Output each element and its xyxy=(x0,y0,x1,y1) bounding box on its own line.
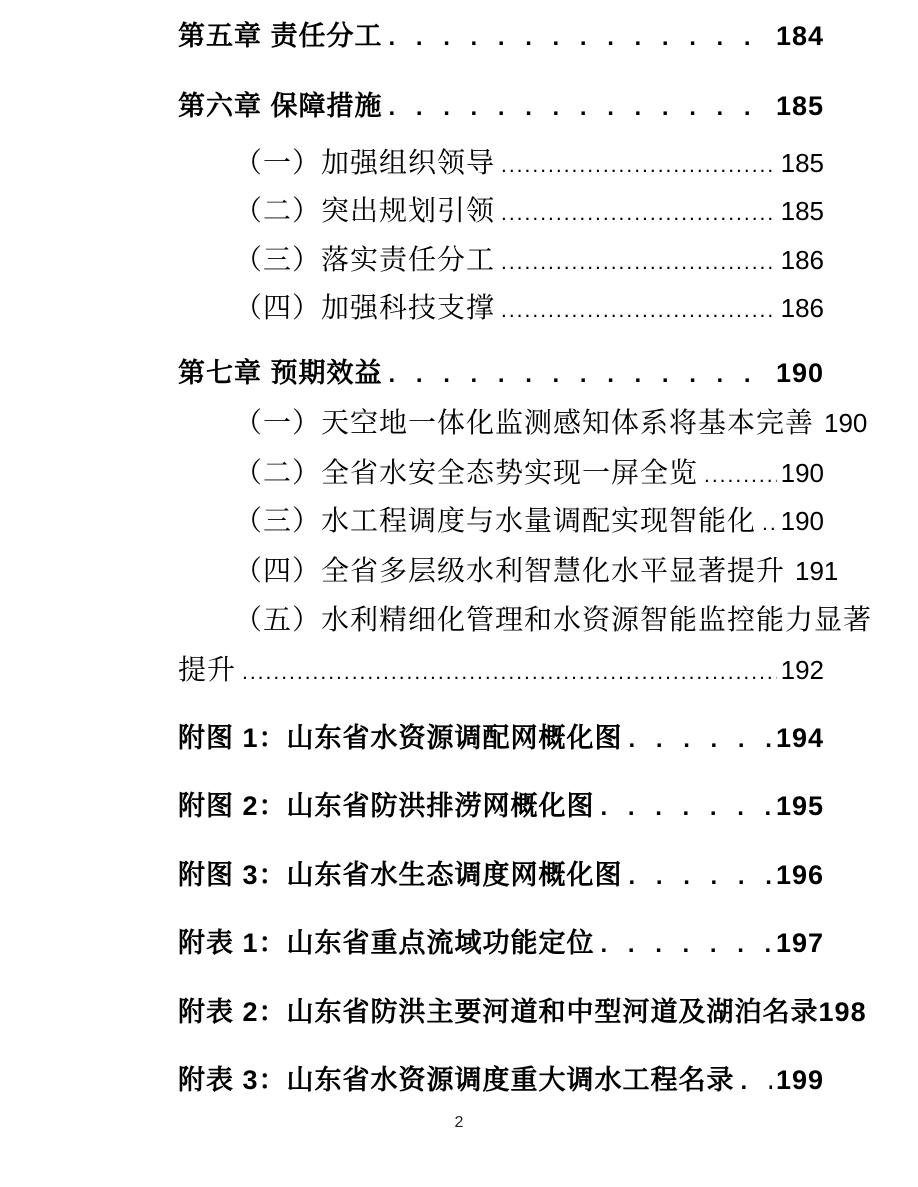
toc-entry-title: 第五章 责任分工 xyxy=(178,21,383,51)
toc-entry-table-2[interactable] xyxy=(178,990,867,1029)
toc-entry-section[interactable] xyxy=(178,401,868,441)
toc-entry-page-number: 185 xyxy=(780,196,824,226)
toc-entry-title: 附图 1：山东省水资源调配网概化图 xyxy=(178,723,623,753)
toc-entry-title: （三）水工程调度与水量调配实现智能化 xyxy=(234,506,757,537)
toc-entry-table-3[interactable] xyxy=(178,1058,824,1097)
toc-entry-title: 附表 3：山东省水资源调度重大调水工程名录 xyxy=(178,1065,735,1095)
toc-entry-page-number: 190 xyxy=(775,358,824,388)
toc-entry-title: 第六章 保障措施 xyxy=(178,91,383,121)
toc-entry-title: 附表 1：山东省重点流域功能定位 xyxy=(178,928,595,958)
dot-leader xyxy=(762,512,777,536)
toc-entry-title: 附表 2：山东省防洪主要河道和中型河道及湖泊名录 xyxy=(178,997,819,1027)
dot-leader xyxy=(501,299,777,323)
toc-entry-title: （三）落实责任分工 xyxy=(234,245,496,276)
dot-leader xyxy=(704,464,777,488)
dot-leader xyxy=(629,726,772,754)
toc-entry-section-wrapped-continuation[interactable] xyxy=(178,648,824,688)
toc-entry-figure-3[interactable] xyxy=(178,853,824,892)
dot-leader xyxy=(389,361,772,389)
toc-entry-figure-1[interactable] xyxy=(178,716,824,755)
toc-entry-page-number: 190 xyxy=(824,408,868,438)
toc-entry-section[interactable] xyxy=(178,286,824,326)
toc-entry-page-number: 186 xyxy=(780,245,824,275)
toc-entry-title: （二）突出规划引领 xyxy=(234,196,496,227)
dot-leader xyxy=(389,24,772,52)
toc-entry-chapter-7[interactable] xyxy=(178,351,824,390)
toc-entry-chapter-6[interactable] xyxy=(178,84,824,123)
toc-entry-page-number: 190 xyxy=(780,458,824,488)
toc-entry-page-number: 198 xyxy=(818,997,867,1027)
toc-entry-page-number: 195 xyxy=(775,791,824,821)
toc-entry-page-number: 194 xyxy=(775,723,824,753)
dot-leader xyxy=(601,794,772,822)
toc-entry-section[interactable] xyxy=(178,189,824,229)
toc-entry-table-1[interactable] xyxy=(178,921,824,960)
toc-entry-chapter-5[interactable] xyxy=(178,14,824,53)
page-number-footer: 2 xyxy=(454,1114,464,1131)
dot-leader xyxy=(601,931,772,959)
toc-entry-title: 提升 xyxy=(178,655,237,686)
toc-entry-title: （二）全省水安全态势实现一屏全览 xyxy=(234,458,699,489)
toc-entry-title: （四）加强科技支撑 xyxy=(234,293,496,324)
toc-entry-section[interactable] xyxy=(178,499,824,539)
toc-entry-title: （一）加强组织领导 xyxy=(234,148,496,179)
toc-entry-section[interactable] xyxy=(178,549,839,589)
dot-leader xyxy=(629,863,772,891)
toc-entry-figure-2[interactable] xyxy=(178,784,824,823)
toc-entry-title: （四）全省多层级水利智慧化水平显著提升 xyxy=(234,556,786,587)
toc-entry-page-number: 192 xyxy=(780,655,824,685)
toc-entry-page-number: 185 xyxy=(780,148,824,178)
dot-leader xyxy=(389,94,772,122)
dot-leader xyxy=(501,251,777,275)
toc-entry-page-number: 196 xyxy=(775,860,824,890)
toc-entry-section[interactable] xyxy=(178,141,824,181)
toc-entry-page-number: 190 xyxy=(780,506,824,536)
toc-entry-page-number: 186 xyxy=(780,293,824,323)
toc-entry-page-number: 197 xyxy=(775,928,824,958)
toc-entry-title: 附图 3：山东省水生态调度网概化图 xyxy=(178,860,623,890)
toc-entry-title: 第七章 预期效益 xyxy=(178,358,383,388)
toc-entry-title: （五）水利精细化管理和水资源智能监控能力显著 xyxy=(234,605,873,636)
dot-leader xyxy=(501,154,777,178)
dot-leader xyxy=(242,661,777,685)
toc-entry-section[interactable] xyxy=(178,451,824,491)
toc-entry-title: 附图 2：山东省防洪排涝网概化图 xyxy=(178,791,595,821)
dot-leader xyxy=(501,202,777,226)
toc-entry-page-number: 191 xyxy=(795,556,839,586)
toc-entry-page-number: 185 xyxy=(775,91,824,121)
toc-entry-section-wrapped-first-line[interactable] xyxy=(178,598,873,638)
toc-entry-title: （一）天空地一体化监测感知体系将基本完善 xyxy=(234,408,815,439)
toc-entry-section[interactable] xyxy=(178,238,824,278)
toc-entry-page-number: 199 xyxy=(775,1065,824,1095)
toc-entry-page-number: 184 xyxy=(775,21,824,51)
dot-leader xyxy=(741,1068,772,1096)
